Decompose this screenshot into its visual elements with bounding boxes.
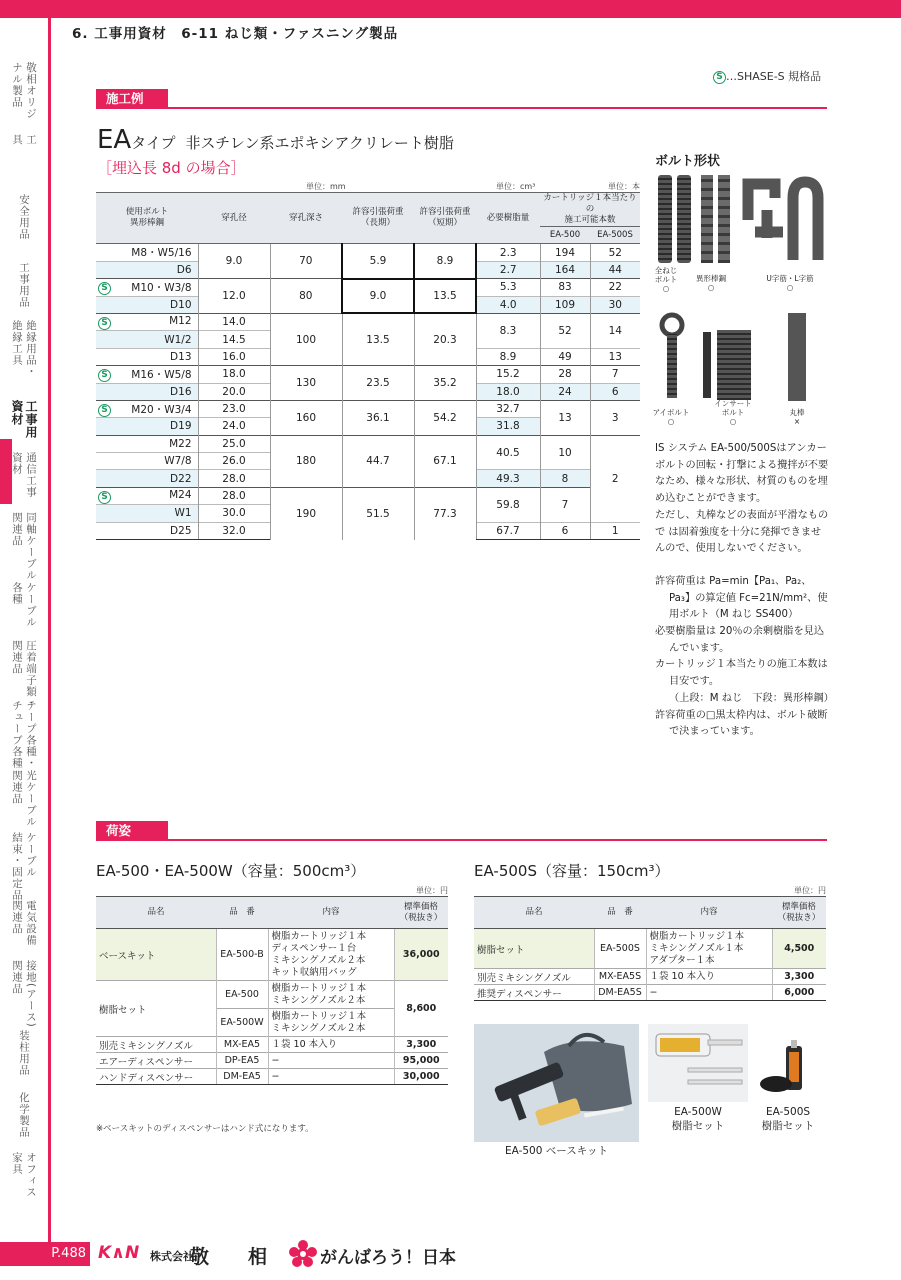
spec-bolt-label: W1/2	[164, 333, 192, 346]
usage-notes: IS システム EA-500/500Sはアンカーボルトの回転・打撃による攪拌が不要なため、様々な形状、材質のものを埋め込むことができます。 ただし、丸棒などの表面が平滑なもので は固着強度を十分に発揮できませんので、使用しないでください。 許容荷重は Pa=min【Pa₁、Pa₂、Pa₃】の算定値 Fc=21N/mm²、使用ボルト（M ねじ SS400） 必要樹脂量は 20％の余剰樹脂を見込んでいます。 カートリッジ１本当たりの施工本数は目安です。 （上段：M ねじ 下段：異形棒鋼） 許容荷重の□黒太枠内は、ボルト破断で決まっています。	[655, 441, 830, 741]
spec-ea500-cell: 83	[540, 279, 590, 296]
price-content-cell: １袋 10 本入り	[268, 1037, 394, 1053]
spec-row	[96, 400, 640, 417]
company-prefix: 株式会社	[150, 1250, 194, 1263]
spec-ea500s-cell: 13	[590, 348, 640, 365]
spec-dia-cell: 18.0	[198, 366, 270, 383]
spec-resin-cell: 8.3	[476, 313, 540, 348]
spec-resin-cell: 67.7	[476, 522, 540, 539]
sidebar-category-label: 化学製品	[18, 1092, 30, 1138]
sidebar-category-label: 資材	[10, 400, 24, 426]
price-value-cell: 95,000	[394, 1053, 448, 1069]
price-content-cell: １袋 10 本入り	[646, 969, 772, 985]
price-code-cell: MX-EA5S	[594, 969, 646, 985]
spec-ea500s-cell: 22	[590, 279, 640, 296]
spec-long-cell: 23.5	[342, 366, 414, 401]
slogan: がんばろう！日本	[320, 1248, 456, 1268]
price-content-cell: 樹脂カートリッジ１本 ディスペンサー１台 ミキシングノズル２本 キット収納用バッグ	[268, 929, 394, 981]
spec-resin-cell: 2.3	[476, 244, 540, 261]
spec-ea500s-cell: 1	[590, 522, 640, 539]
sidebar-category-label: ケーブル	[25, 582, 37, 628]
spec-dia-cell: 9.0	[198, 244, 270, 279]
shase-s-icon: S	[98, 491, 111, 504]
bolt-label-full: 全ねじ ボルト ○	[654, 266, 678, 293]
spec-dia-cell: 16.0	[198, 348, 270, 365]
unit-yen-left: 単位：円	[416, 886, 448, 895]
sidebar-category-label: 通信工事	[25, 452, 37, 498]
spec-bolt-cell	[96, 366, 198, 383]
spec-dia-cell: 20.0	[198, 383, 270, 400]
spec-resin-cell: 18.0	[476, 383, 540, 400]
spec-bolt-cell	[96, 261, 198, 278]
flower-logo-icon	[288, 1240, 318, 1268]
sidebar-category-label: 電気設備	[25, 900, 37, 946]
price-row	[474, 929, 826, 969]
sidebar-category-15[interactable]	[0, 1030, 48, 1076]
price-header-row	[474, 897, 826, 929]
sidebar-category-label: 絶縁用品・	[25, 320, 37, 378]
spec-ea500-cell: 49	[540, 348, 590, 365]
price-row	[96, 1037, 448, 1053]
note-bullet: 許容荷重は Pa=min【Pa₁、Pa₂、Pa₃】の算定値 Fc=21N/mm²、使用ボルト（M ねじ SS400）	[655, 575, 828, 621]
spec-bolt-cell	[96, 470, 198, 487]
spec-ea500s-cell: 3	[590, 400, 640, 435]
bolt-shapes-svg	[655, 170, 826, 432]
bolt-label-ul: U字筋・L字筋 ○	[766, 274, 814, 292]
spec-ea500-cell: 24	[540, 383, 590, 400]
spec-bolt-cell	[96, 296, 198, 313]
spec-short-cell: 20.3	[414, 313, 476, 365]
spec-ea500s-cell: 44	[590, 261, 640, 278]
price-value-cell: 8,600	[394, 981, 448, 1037]
spec-bolt-label: W7/8	[164, 455, 192, 468]
section-bar-packing	[96, 821, 827, 841]
price-content-cell: −	[646, 985, 772, 1001]
sidebar-category-label: 各種	[11, 582, 23, 605]
note-bullet: 許容荷重の□黒太枠内は、ボルト破断で決まっています。	[655, 709, 828, 738]
product-title: EAタイプ 非スチレン系エポキシアクリレート樹脂	[97, 125, 454, 155]
unit-cm3: 単位：cm³	[496, 182, 536, 191]
spec-dia-cell: 26.0	[198, 453, 270, 470]
spec-dia-cell: 14.0	[198, 313, 270, 330]
spec-header-cartridge: カートリッジ１本当たりの 施工可能本数	[540, 193, 640, 227]
spec-ea500-cell: 52	[540, 313, 590, 348]
spec-resin-cell: 2.7	[476, 261, 540, 278]
price-value-cell: 30,000	[394, 1069, 448, 1085]
page-number: P.488	[0, 1242, 90, 1266]
kit-footnote: ※ベースキットのディスペンサーはハンド式になります。	[96, 1124, 314, 1134]
spec-resin-cell: 31.8	[476, 418, 540, 435]
spec-dia-cell: 28.0	[198, 487, 270, 504]
price-row	[96, 1053, 448, 1069]
section-label-example: 施工例	[96, 89, 168, 109]
sidebar-category-label: 安全用品	[18, 194, 30, 240]
spec-long-cell: 36.1	[342, 400, 414, 435]
spec-depth-cell: 80	[270, 279, 342, 314]
spec-row	[96, 279, 640, 296]
spec-bolt-cell	[96, 348, 198, 365]
spec-header-ea500s: EA-500S	[590, 227, 640, 244]
sidebar-category-label: 関連品	[11, 512, 23, 547]
section-label-packing: 荷姿	[96, 821, 168, 841]
spec-row	[96, 244, 640, 261]
round-bar-icon	[788, 313, 806, 401]
ea500s-photo	[756, 1040, 816, 1100]
spec-long-cell: 13.5	[342, 313, 414, 365]
spec-row	[96, 487, 640, 504]
price-content-cell: 樹脂カートリッジ１本 ミキシングノズル１本 アダプター１本	[646, 929, 772, 969]
price-content-cell: −	[268, 1053, 394, 1069]
price-row	[96, 1069, 448, 1085]
sidebar-category-label: 関連品	[11, 640, 23, 675]
price-header-cell: 品名	[96, 897, 216, 929]
price-content-cell: 樹脂カートリッジ１本 ミキシングノズル２本	[268, 1009, 394, 1037]
sidebar-category-label: 接地(アース)	[25, 960, 37, 1028]
insert-bolt-icon	[703, 330, 751, 400]
spec-ea500s-cell: 7	[590, 366, 640, 383]
sidebar-category-10[interactable]	[0, 700, 48, 769]
spec-header-ea500: EA-500	[540, 227, 590, 244]
sidebar-divider	[48, 18, 51, 1242]
spec-bolt-label: D16	[170, 385, 192, 398]
sidebar-category-14[interactable]	[0, 960, 48, 1028]
price-header-cell: 品 番	[216, 897, 268, 929]
price-code-cell: DP-EA5	[216, 1053, 268, 1069]
spec-bolt-cell	[96, 400, 198, 417]
spec-ea500-cell: 10	[540, 435, 590, 470]
spec-depth-cell: 190	[270, 487, 342, 539]
price-header-cell: 内容	[646, 897, 772, 929]
shase-s-icon: S	[713, 71, 726, 84]
shase-s-icon: S	[98, 369, 111, 382]
sidebar-category-label: ケーブル	[25, 832, 37, 878]
spec-header-cell: 穿孔径	[198, 193, 270, 244]
price-row	[96, 929, 448, 981]
full-thread-bolt-icon	[658, 175, 691, 263]
price-code-cell: EA-500	[216, 981, 268, 1009]
unit-yen-right: 単位：円	[794, 886, 826, 895]
sidebar-category-label: 関連品	[11, 770, 23, 805]
sidebar-category-label: 関連品	[11, 900, 23, 935]
spec-header-cell: 許容引張荷重 （長期）	[342, 193, 414, 244]
shase-s-icon: S	[98, 317, 111, 330]
spec-bolt-cell	[96, 505, 198, 522]
note-bullet: 必要樹脂量は 20％の余剰樹脂を見込んでいます。	[655, 626, 825, 654]
price-code-cell: DM-EA5	[216, 1069, 268, 1085]
spec-bolt-cell	[96, 522, 198, 539]
sidebar-category-label: 敬相オリジ	[25, 62, 37, 120]
price-header-cell: 標準価格 （税抜き）	[394, 897, 448, 929]
top-accent-bar	[0, 0, 901, 18]
spec-header-cell: 使用ボルト 異形棒鋼	[96, 193, 198, 244]
spec-row	[96, 366, 640, 383]
sidebar-category-12[interactable]	[0, 832, 48, 901]
spec-bolt-cell	[96, 279, 198, 296]
spec-bolt-cell	[96, 313, 198, 330]
spec-dia-cell: 30.0	[198, 505, 270, 522]
spec-short-cell: 13.5	[414, 279, 476, 314]
spec-bolt-cell	[96, 418, 198, 435]
sidebar-category-label: テープ各種・	[25, 700, 37, 769]
spec-dia-cell: 24.0	[198, 418, 270, 435]
spec-resin-cell: 15.2	[476, 366, 540, 383]
spec-short-cell: 35.2	[414, 366, 476, 401]
price-code-cell: EA-500W	[216, 1009, 268, 1037]
bolt-shape-illustrations	[652, 170, 826, 432]
spec-depth-cell: 160	[270, 400, 342, 435]
spec-dia-cell: 28.0	[198, 470, 270, 487]
spec-short-cell: 8.9	[414, 244, 476, 279]
shase-s-icon: S	[98, 404, 111, 417]
spec-depth-cell: 180	[270, 435, 342, 487]
eye-bolt-icon	[662, 315, 682, 398]
spec-bolt-cell	[96, 487, 198, 504]
bolt-label-insert: インサート ボルト ○	[714, 399, 752, 426]
spec-bolt-label: M16・W5/8	[131, 368, 192, 381]
spec-dia-cell: 14.5	[198, 331, 270, 348]
sidebar-category-label: 具	[11, 134, 23, 146]
section-bar-example	[96, 89, 827, 109]
spec-long-cell: 9.0	[342, 279, 414, 314]
spec-dia-cell: 25.0	[198, 435, 270, 452]
sidebar-category-label: 光ケーブル	[25, 770, 37, 828]
spec-bolt-label: D6	[176, 263, 192, 276]
bolt-label-round: 丸棒 ×	[789, 408, 805, 426]
price-name-cell: 別売ミキシングノズル	[96, 1037, 216, 1053]
spec-short-cell: 77.3	[414, 487, 476, 539]
category-sidebar	[0, 52, 48, 1242]
spec-bolt-label: D10	[170, 298, 192, 311]
spec-header-cell: 穿孔深さ	[270, 193, 342, 244]
spec-row	[96, 435, 640, 452]
spec-short-cell: 54.2	[414, 400, 476, 435]
spec-long-cell: 44.7	[342, 435, 414, 487]
spec-bolt-label: M20・W3/4	[131, 403, 192, 416]
spec-long-cell: 5.9	[342, 244, 414, 279]
sidebar-category-label: 圧着端子類・	[25, 640, 37, 709]
caption-ea500w: EA-500W 樹脂セット	[671, 1106, 725, 1132]
sidebar-category-16[interactable]	[0, 1092, 48, 1138]
ea500s-title: EA-500S（容量：150cm³）	[474, 862, 670, 880]
sidebar-category-label: 工	[25, 134, 37, 146]
spec-bolt-label: D13	[170, 350, 192, 363]
spec-resin-cell: 4.0	[476, 296, 540, 313]
spec-resin-cell: 40.5	[476, 435, 540, 470]
spec-dia-cell: 32.0	[198, 522, 270, 539]
sidebar-category-label: 工事用品	[18, 262, 30, 308]
embed-condition: ［埋込長 8d の場合］	[97, 159, 246, 177]
sidebar-category-5[interactable]	[0, 400, 48, 439]
spec-bolt-label: W1	[174, 507, 192, 520]
spec-row	[96, 313, 640, 330]
price-value-cell: 3,300	[394, 1037, 448, 1053]
spec-ea500-cell: 13	[540, 400, 590, 435]
sidebar-category-label: オフィス	[25, 1152, 37, 1198]
sidebar-category-3[interactable]	[0, 262, 48, 308]
spec-header-cell: 許容引張荷重 （短期）	[414, 193, 476, 244]
spec-bolt-cell	[96, 383, 198, 400]
caption-base-kit: EA-500 ベースキット	[504, 1145, 609, 1157]
price-header-cell: 標準価格 （税抜き）	[772, 897, 826, 929]
spec-header-row	[96, 193, 640, 227]
spec-bolt-cell	[96, 453, 198, 470]
price-code-cell: DM-EA5S	[594, 985, 646, 1001]
price-value-cell: 6,000	[772, 985, 826, 1001]
sidebar-category-17[interactable]	[0, 1152, 48, 1198]
spec-ea500s-cell: 2	[590, 435, 640, 522]
sidebar-category-label: 家具	[11, 1152, 23, 1175]
spec-bolt-label: M22	[169, 437, 192, 450]
price-name-cell: ハンドディスペンサー	[96, 1069, 216, 1085]
spec-long-cell: 51.5	[342, 487, 414, 539]
spec-bolt-label: M8・W5/16	[131, 247, 192, 260]
sidebar-category-label: 同軸ケーブル	[25, 512, 37, 581]
note-bullet: カートリッジ１本当たりの施工本数は目安です。 （上段：M ねじ 下段：異形棒鋼）	[655, 659, 834, 704]
sidebar-category-label: 装柱用品	[18, 1030, 30, 1076]
price-value-cell: 3,300	[772, 969, 826, 985]
spec-ea500s-cell: 30	[590, 296, 640, 313]
sidebar-category-label: チューブ各種	[11, 700, 23, 769]
spec-short-cell: 67.1	[414, 435, 476, 487]
ea500s-price-table	[474, 896, 826, 1001]
price-name-cell: 樹脂セット	[474, 929, 594, 969]
price-name-cell: 樹脂セット	[96, 981, 216, 1037]
sidebar-category-label: 工事用	[24, 400, 38, 439]
spec-bolt-label: M24	[169, 488, 192, 501]
price-name-cell: エアーディスペンサー	[96, 1053, 216, 1069]
price-header-cell: 内容	[268, 897, 394, 929]
price-name-cell: 推奨ディスペンサー	[474, 985, 594, 1001]
sidebar-category-label: 関連品	[11, 960, 23, 995]
spec-ea500-cell: 6	[540, 522, 590, 539]
bolt-shape-title: ボルト形状	[655, 154, 721, 169]
bolt-label-deformed: 異形棒鋼 ○	[696, 274, 726, 292]
ea500-price-table	[96, 896, 448, 1085]
unit-count: 単位：本	[608, 182, 640, 191]
sidebar-category-6[interactable]	[0, 452, 48, 498]
price-name-cell: 別売ミキシングノズル	[474, 969, 594, 985]
spec-bolt-label: M12	[169, 314, 192, 327]
spec-ea500-cell: 164	[540, 261, 590, 278]
price-row	[474, 969, 826, 985]
bolt-label-eye: アイボルト ○	[652, 408, 690, 426]
unit-mm: 単位：mm	[306, 182, 346, 191]
price-header-cell: 品名	[474, 897, 594, 929]
price-content-cell: 樹脂カートリッジ１本 ミキシングノズル２本	[268, 981, 394, 1009]
sidebar-category-label: 資材	[11, 452, 23, 475]
spec-bolt-label: D25	[170, 524, 192, 537]
chapter-heading: 6. 工事用資材 6-11 ねじ類・ファスニング製品	[72, 26, 399, 42]
sidebar-category-label: ナル製品	[11, 62, 23, 108]
deformed-bar-icon	[701, 175, 730, 263]
sidebar-category-11[interactable]	[0, 770, 48, 828]
spec-bolt-label: D22	[170, 472, 192, 485]
spec-bolt-cell	[96, 331, 198, 348]
price-content-cell: −	[268, 1069, 394, 1085]
spec-ea500s-cell: 6	[590, 383, 640, 400]
spec-resin-cell: 49.3	[476, 470, 540, 487]
sidebar-category-label: 結束・固定品	[11, 832, 23, 901]
spec-bolt-cell	[96, 244, 198, 261]
u-l-bar-icon	[748, 182, 818, 260]
price-name-cell: ベースキット	[96, 929, 216, 981]
spec-resin-cell: 5.3	[476, 279, 540, 296]
spec-ea500-cell: 7	[540, 487, 590, 522]
sidebar-category-0[interactable]	[0, 62, 48, 120]
spec-header-cell: 必要樹脂量	[476, 193, 540, 244]
spec-depth-cell: 130	[270, 366, 342, 401]
price-row	[474, 985, 826, 1001]
ea500w-photo	[648, 1024, 748, 1102]
sidebar-category-2[interactable]	[0, 194, 48, 240]
sidebar-category-7[interactable]	[0, 512, 48, 581]
spec-bolt-label: M10・W3/8	[131, 281, 192, 294]
sidebar-category-label: 絶縁工具	[11, 320, 23, 366]
sidebar-category-1[interactable]	[0, 134, 48, 146]
spec-ea500s-cell: 52	[590, 244, 640, 261]
spec-depth-cell: 100	[270, 313, 342, 365]
spec-bolt-cell	[96, 435, 198, 452]
price-code-cell: EA-500S	[594, 929, 646, 969]
spec-ea500-cell: 109	[540, 296, 590, 313]
caption-ea500s: EA-500S 樹脂セット	[761, 1106, 815, 1132]
company-name-ai: 相	[248, 1246, 268, 1268]
sidebar-category-8[interactable]	[0, 582, 48, 628]
spec-ea500s-cell: 14	[590, 313, 640, 348]
spec-dia-cell: 12.0	[198, 279, 270, 314]
base-kit-photo	[474, 1024, 639, 1142]
sidebar-category-13[interactable]	[0, 900, 48, 946]
spec-resin-cell: 8.9	[476, 348, 540, 365]
price-code-cell: EA-500-B	[216, 929, 268, 981]
sidebar-category-4[interactable]	[0, 320, 48, 378]
ea500-title: EA-500・EA-500W（容量：500cm³）	[96, 862, 366, 880]
spec-ea500-cell: 194	[540, 244, 590, 261]
spec-bolt-label: D19	[170, 420, 192, 433]
price-code-cell: MX-EA5	[216, 1037, 268, 1053]
sidebar-category-9[interactable]	[0, 640, 48, 709]
spec-ea500-cell: 8	[540, 470, 590, 487]
price-header-cell: 品 番	[594, 897, 646, 929]
kan-logo: K∧N	[98, 1243, 140, 1263]
spec-depth-cell: 70	[270, 244, 342, 279]
company-name-kei: 敬	[190, 1246, 210, 1268]
shase-s-icon: S	[98, 282, 111, 295]
spec-resin-cell: 59.8	[476, 487, 540, 522]
spec-table	[96, 192, 640, 540]
spec-dia-cell: 23.0	[198, 400, 270, 417]
shase-legend: S …SHASE-S 規格品	[713, 68, 821, 84]
price-value-cell: 4,500	[772, 929, 826, 969]
spec-resin-cell: 32.7	[476, 400, 540, 417]
price-value-cell: 36,000	[394, 929, 448, 981]
spec-ea500-cell: 28	[540, 366, 590, 383]
price-row	[96, 981, 448, 1009]
price-header-row	[96, 897, 448, 929]
